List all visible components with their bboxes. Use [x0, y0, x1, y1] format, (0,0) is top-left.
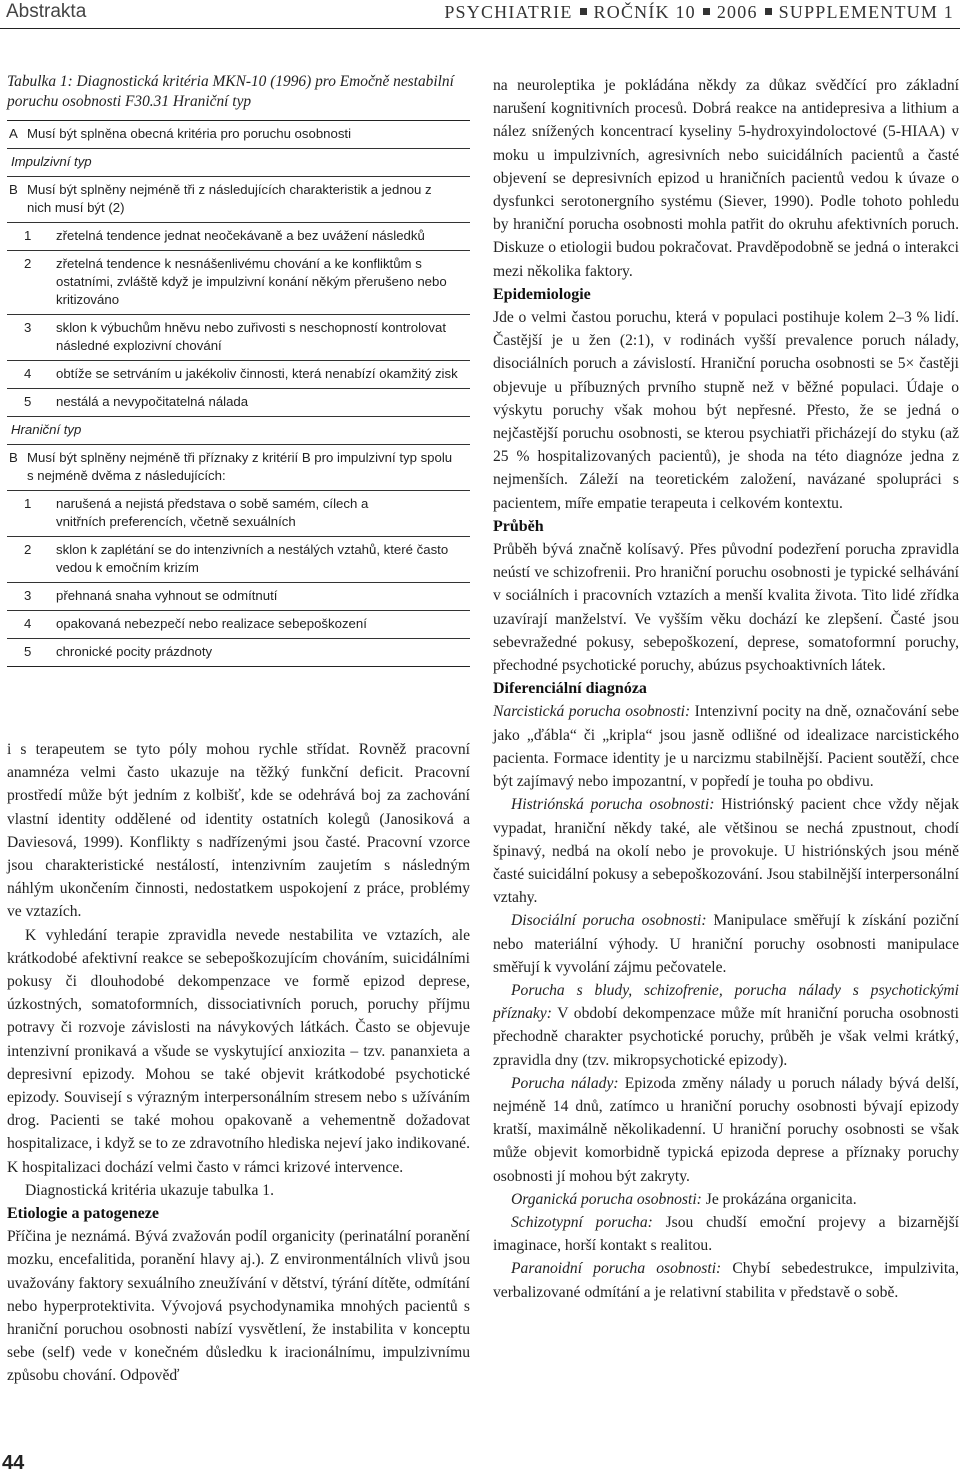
table-item	[7, 583, 470, 611]
term-text: Jsou chudší emoční projevy a bizarnější imaginace, horší kontakt s realitou.	[493, 1213, 959, 1255]
item-number: 5	[24, 644, 32, 659]
criteria-table	[7, 120, 470, 667]
paragraph	[493, 1211, 959, 1257]
item-text: přehnaná snaha vyhnout se odmítnutí	[56, 588, 278, 603]
page-header	[0, 0, 960, 29]
paragraph: Příčina je neznámá. Bývá zvažován podíl organicity (perinatální poranění mozku, encefalitida, poranění hlavy aj.). Z environmentálních vlivů jsou uvažovány faktory sexuálního zneužívání v dětství, týrání dítěte, odmítání nebo hyperprotektivita. Vývojová psychodynamika mnohých pacientů s hraniční poruchou osobnosti nabízí vysvětlení, že instabilita v konceptu sebe (self) vede v konečném důsledku k iracionálnímu, impulzivnímu způsobu chování. Odpověď	[7, 1228, 470, 1385]
table-subheading-borderline: Hraniční typ	[7, 417, 470, 445]
term-text: Epizoda změny nálady u poruch nálady bývá delší, nejméně 14 dnů, zatímco u hraniční poruchy osobnosti bývají epizody kratší, maximálně několikadenní. U hraniční poruchy osobnosti se však může objevit komorbidně typická epizoda deprese a příznaky poruchy osobnosti jí mohou být zakryty.	[493, 1074, 959, 1185]
term-label: Histriónská porucha osobnosti:	[511, 796, 715, 814]
item-text: sklon k výbuchům hněvu nebo zuřivosti s neschopností kontrolovat následné explozivní chování	[56, 320, 446, 353]
term-text: Chybí sebedestrukce, impulzivita, verbalizované odmítání a je relativní stabilita v představě o sobě.	[493, 1260, 959, 1301]
paragraph: K vyhledání terapie zpravidla nevede nestabilita ve vztazích, ale krátkodobé afektivní reakce se sebepoškozujícím chováním, suicidálními pokusy či dlouhodobé dekompenzace ve formě epizod deprese, úzkostných, somatoformních, dissociativních poruch, poruchy příjmu potravy či rozvoje závislosti na návykových látkách. Často se objevuje intenzivní pronikavá a všude se vyskytující anxiozita – tzv. pananxieta a depresivní epizody. Mohou se také objevit krátkodobé psychotické epizody. Souvisejí s výrazným interpersonálním stresem nebo s užíváním drog. Pacienti se také mohou opakovaně a vehementně dožadovat hospitalizace, i když se to ze zdravotního hlediska nejeví jako indikované. K hospitalizaci dochází velmi často v rámci krizové intervence.	[7, 926, 470, 1176]
table-item	[7, 315, 470, 361]
term-label: Schizotypní porucha:	[511, 1213, 653, 1231]
term-label: Porucha s bludy, schizofrenie, porucha nálady s psychotickými příznaky:	[493, 981, 959, 1023]
paragraph	[493, 979, 959, 1072]
paragraph	[493, 1188, 959, 1211]
term-text: V období dekompenzace může mít hraniční porucha osobnosti přechodně charakter psychotické poruchy, průběh je však velmi krátký, zpravidla dny (tzv. mikropsychotické epizody).	[493, 1005, 959, 1069]
item-number: 1	[24, 496, 32, 511]
term-label: Paranoidní porucha osobnosti:	[511, 1260, 722, 1278]
term-label: Narcistická porucha osobnosti:	[493, 703, 691, 721]
term-text: Manipulace směřují k získání poziční nebo materiální výhody. U hraniční poruchy osobnosti manipulace směřují k vyvolání zájmu pečovatele.	[493, 912, 959, 976]
journal-supplement: SUPPLEMENTUM 1	[778, 2, 954, 22]
table-item	[7, 223, 470, 251]
criterion-text: Musí být splněny nejméně tři z následujících charakteristik a jednou z nich musí být (2)	[27, 182, 432, 215]
paragraph: na neuroleptika je pokládána někdy za důkaz svědčící pro základní narušení kognitivních procesů. Dobrá reakce na antidepresiva a lithium a nález snížených koncentrací kyseliny 5-hydroxyindoloctové (5-HIAA) v moku u impulzivních, agresivních nebo suicidálních pacientů a časté objevení se depresivních epizod u hraničních pacientů vedou k úvaze o dysfunkci serotonergního systému (Siever, 1990). Podle tohoto pohledu by hraniční porucha osobnosti mohla patřit do okruhu afektivních poruch. Diskuze o etiologii budou pokračovat. Pravděpodobně se jedná o interakci mezi několika faktory.	[493, 77, 959, 280]
right-column-text	[493, 74, 959, 1304]
term-text: Histriónský pacient chce vždy nějak vypadat, hraniční někdy také, ale většinou se nechá zpustnout, chodí špinavý, nedbá na okolí nebo je provokuje. U histriónských jsou méně časté suicidální pokusy a sebepoškozování. Jsou stabilnější interpersonální vztahy.	[493, 796, 960, 907]
table-item	[7, 251, 470, 315]
item-text: narušená a nejistá představa o sobě samém, cílech a vnitřních preferencích, včetně sexuálních	[56, 496, 369, 529]
criterion-key: B	[9, 450, 18, 465]
table-item	[7, 361, 470, 389]
item-text: obtíže se setrváním u jakékoliv činnosti, která nenabízí okamžitý zisk	[56, 366, 458, 381]
paragraph: i s terapeutem se tyto póly mohou rychle střídat. Rovněž pracovní anamnéza velmi často ukazuje na těžký funkční deficit. Pracovní prostředí může být jedním z kolbišť, kde se odehrává boj za zachování vlastní identity oddělené od identity ostatních kolegů (Janosiková a Daviesová, 1999). Konflikty s nadřízenými jsou časté. Pracovní vzorce jsou charakteristické nestálostí, intenzivním zaujetím s následným náhlým ukončením činnosti, nedostatkem uspokojení z práce, problémy ve vztazích.	[7, 741, 470, 921]
table-item	[7, 639, 470, 666]
criterion-key: B	[9, 182, 18, 197]
item-text: zřetelná tendence k nesnášenlivému chování a ke konfliktům s ostatními, zvláště když je impulzivní konání někým přerušeno nebo kritizováno	[56, 256, 447, 307]
item-number: 5	[24, 394, 32, 409]
section-heading-etiology: Etiologie a patogeneze	[7, 1205, 159, 1223]
item-number: 2	[24, 256, 32, 271]
paragraph	[493, 1257, 959, 1303]
item-text: chronické pocity prázdnoty	[56, 644, 213, 659]
item-number: 2	[24, 542, 32, 557]
page-number: 44	[2, 1452, 25, 1474]
table-subheading-impulsive: Impulzivní typ	[7, 149, 470, 177]
item-number: 4	[24, 366, 32, 381]
table-item	[7, 611, 470, 639]
paragraph: Jde o velmi častou poruchu, která v populaci postihuje kolem 2–3 % lidí. Častější je u žen (2:1), v rodinách vyšší prevalence poruch nálady, disociálních poruch a závislostí. Hraniční porucha osobnosti se 5× častěji objevuje u příbuzných prvního stupně než v běžné populaci. Údaje o výskytu poruchy však mohou být nepřesné. Přesto, že se jedná o nejčastější poruchu osobnosti, se kterou psychiatři přicházejí do styku (až 25 % hospitalizovaných pacientů), je shoda na této diagnóze jedna z nejmenších. Záleží na teoretickém založení, navázané spolupráci s pacientem, míře empatie terapeuta i celkovém kontextu.	[493, 309, 959, 512]
table-row	[7, 177, 470, 223]
section-heading-differential: Diferenciální diagnóza	[493, 680, 647, 698]
left-column-text	[7, 738, 470, 1388]
term-label: Porucha nálady:	[511, 1074, 619, 1092]
journal-name: PSYCHIATRIE	[444, 2, 573, 22]
section-label: Abstrakta	[6, 1, 87, 22]
separator-square-icon	[765, 8, 772, 15]
table-row	[7, 445, 470, 491]
term-label: Organická porucha osobnosti:	[511, 1190, 702, 1208]
criterion-key: A	[9, 126, 18, 141]
table-item	[7, 389, 470, 417]
paragraph: Diagnostická kritéria ukazuje tabulka 1.	[25, 1181, 274, 1199]
paragraph: Průběh bývá značně kolísavý. Přes původní podezření porucha zpravidla neústí ve schizofrenii. Pro hraniční poruchu osobnosti je typické selhávání v sociálních i pracovních vztazích a menší kvalita života. Tito lidé zřídka uzavírají manželství. Ve vyšším věku dochází ke zlepšení. Časté jsou sebevražedné pokusy, sebepoškození, deprese, somatoformní poruchy, přechodné psychotické poruchy, abúzus psychoaktivních látek.	[493, 541, 959, 675]
table-row	[7, 121, 470, 149]
item-number: 3	[24, 320, 32, 335]
paragraph	[493, 793, 959, 909]
item-number: 1	[24, 228, 32, 243]
item-text: zřetelná tendence jednat neočekávaně a bez uvážení následků	[56, 228, 425, 243]
section-heading-epidemiology: Epidemiologie	[493, 285, 591, 303]
table-item	[7, 491, 470, 537]
table-item	[7, 537, 470, 583]
paragraph	[493, 1072, 959, 1188]
section-heading-course: Průběh	[493, 517, 544, 535]
separator-square-icon	[580, 8, 587, 15]
separator-square-icon	[703, 8, 710, 15]
table-caption: Tabulka 1: Diagnostická kritéria MKN-10 (1996) pro Emočně nestabilní poruchu osobnosti F30.31 Hraniční typ	[7, 73, 454, 110]
item-text: opakovaná nebezpečí nebo realizace sebepoškození	[56, 616, 367, 631]
item-text: nestálá a nevypočitatelná nálada	[56, 394, 249, 409]
criterion-text: Musí být splněny nejméně tři příznaky z kritérií B pro impulzivní typ spolu s nejméně dvěma z následujících:	[27, 450, 453, 483]
table-block	[7, 72, 470, 667]
item-number: 3	[24, 588, 32, 603]
term-text: Je prokázána organicita.	[701, 1190, 857, 1208]
criterion-text: Musí být splněna obecná kritéria pro poruchu osobnosti	[27, 126, 352, 141]
item-text: sklon k zaplétání se do intenzivních a nestálých vztahů, které často vedou k emočním krizím	[56, 542, 449, 575]
item-number: 4	[24, 616, 32, 631]
journal-volume: ROČNÍK 10	[593, 2, 696, 22]
term-label: Disociální porucha osobnosti:	[511, 912, 707, 930]
journal-year: 2006	[716, 2, 758, 22]
journal-info	[444, 2, 954, 23]
paragraph	[493, 909, 959, 979]
paragraph	[493, 700, 959, 793]
term-text: Intenzivní pocity na dně, označování sebe jako „ďábla“ či „kripla“ jsou jasně odlišné od idealizace narcistického pacienta. Formace identity je u narcizmu stabilnější. Pacient soutěží, chce být zajímavý nebo impozantní, v popředí je touha po obdivu.	[493, 703, 959, 791]
